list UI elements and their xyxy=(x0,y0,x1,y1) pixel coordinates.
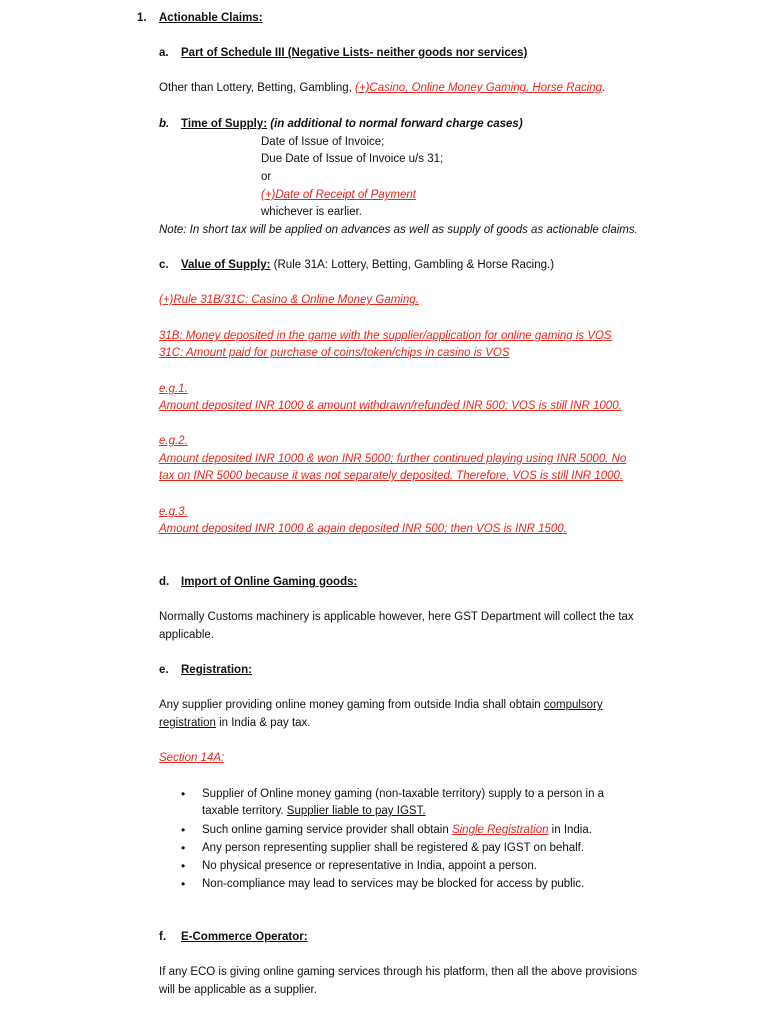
subsection-letter-e: e. xyxy=(159,664,169,676)
bullet-1-line-2-plain: taxable territory. xyxy=(202,805,287,817)
rule-31b-31c-line: (+)Rule 31B/31C: Casino & Online Money Gaming. xyxy=(159,294,419,306)
bullet-1-line-1: Supplier of Online money gaming (non-taxable territory) supply to a person in a xyxy=(202,788,605,800)
section-14a-heading: Section 14A: xyxy=(159,752,225,764)
bullet-marker-5: • xyxy=(181,877,186,891)
subsection-letter-c: c. xyxy=(159,259,169,271)
bullet-marker-2: • xyxy=(181,823,186,837)
schedule-iii-text xyxy=(159,80,605,96)
bullet-2 xyxy=(202,822,592,838)
tos-red-line: (+)Date of Receipt of Payment xyxy=(261,189,417,201)
rule-31b-text: 31B: Money deposited in the game with the supplier/application for online gaming is VOS xyxy=(159,330,612,342)
registration-line-2-underlined: registration xyxy=(159,717,216,729)
import-line-1: Normally Customs machinery is applicable however, here GST Department will collect the tax xyxy=(159,611,634,623)
time-of-supply-note: (in additional to normal forward charge cases) xyxy=(267,118,523,130)
example-2-line-1: Amount deposited INR 1000 & won INR 5000; further continued playing using INR 5000. No xyxy=(159,453,627,465)
example-1-text: Amount deposited INR 1000 & amount withdrawn/refunded INR 500; VOS is still INR 1000. xyxy=(159,400,622,412)
eco-line-2: will be applicable as a supplier. xyxy=(159,984,317,996)
bullet-2-red: Single Registration xyxy=(451,824,549,836)
bullet-2-plain: Such online gaming service provider shall obtain xyxy=(202,824,452,836)
subsection-title-schedule-iii: Part of Schedule III (Negative Lists- neither goods nor services) xyxy=(181,47,528,59)
registration-line-1-underlined: compulsory xyxy=(543,699,603,711)
time-of-supply-title: Time of Supply: xyxy=(181,118,268,130)
subsection-title-time-of-supply xyxy=(181,116,523,132)
bullet-5: Non-compliance may lead to services may be blocked for access by public. xyxy=(202,878,585,890)
eco-line-1: If any ECO is giving online gaming services through his platform, then all the above provisions xyxy=(159,966,638,978)
value-of-supply-title: Value of Supply: xyxy=(181,259,271,271)
bullet-2-end: in India. xyxy=(548,824,592,836)
subsection-title-import: Import of Online Gaming goods: xyxy=(181,576,358,588)
bullet-marker-3: • xyxy=(181,841,186,855)
registration-line-1 xyxy=(159,697,603,713)
tos-note: Note: In short tax will be applied on advances as well as supply of goods as actionable claims. xyxy=(159,224,638,236)
schedule-iii-text-plain: Other than Lottery, Betting, Gambling, xyxy=(159,82,356,94)
tos-line-1: Date of Issue of Invoice; xyxy=(261,136,385,148)
subsection-title-value-of-supply xyxy=(181,257,554,273)
schedule-iii-text-red: (+)Casino, Online Money Gaming, Horse Racing xyxy=(355,82,603,94)
value-of-supply-note: (Rule 31A: Lottery, Betting, Gambling & Horse Racing.) xyxy=(270,259,555,271)
subsection-title-registration: Registration: xyxy=(181,664,252,676)
subsection-letter-d: d. xyxy=(159,576,170,588)
tos-line-2: Due Date of Issue of Invoice u/s 31; xyxy=(261,153,444,165)
example-3-label: e.g.3. xyxy=(159,506,188,518)
registration-line-2 xyxy=(159,715,311,731)
tos-line-3: or xyxy=(261,171,272,183)
bullet-1-line-2 xyxy=(202,803,426,819)
subsection-letter-f: f. xyxy=(159,931,167,943)
import-line-2: applicable. xyxy=(159,629,214,641)
bullet-4: No physical presence or representative in India, appoint a person. xyxy=(202,860,537,872)
section-title-actionable-claims: Actionable Claims: xyxy=(159,12,263,24)
example-3-text: Amount deposited INR 1000 & again deposited INR 500; then VOS is INR 1500. xyxy=(159,523,567,535)
registration-line-1-plain: Any supplier providing online money gaming from outside India shall obtain xyxy=(159,699,544,711)
schedule-iii-text-end: . xyxy=(602,82,606,94)
registration-line-2-plain: in India & pay tax. xyxy=(215,717,311,729)
bullet-marker-1: • xyxy=(181,787,186,801)
subsection-letter-a: a. xyxy=(159,47,169,59)
example-2-line-2: tax on INR 5000 because it was not separately deposited. Therefore, VOS is still INR 1000. xyxy=(159,470,624,482)
example-2-label: e.g.2. xyxy=(159,435,188,447)
rule-31c-text: 31C: Amount paid for purchase of coins/token/chips in casino is VOS xyxy=(159,347,510,359)
bullet-3: Any person representing supplier shall be registered & pay IGST on behalf. xyxy=(202,842,585,854)
subsection-letter-b: b. xyxy=(159,118,170,130)
bullet-marker-4: • xyxy=(181,859,186,873)
example-1-label: e.g.1. xyxy=(159,383,188,395)
subsection-title-eco: E-Commerce Operator: xyxy=(181,931,308,943)
bullet-1-line-2-underlined: Supplier liable to pay IGST. xyxy=(286,805,426,817)
section-number-1: 1. xyxy=(137,12,147,24)
tos-after: whichever is earlier. xyxy=(261,206,362,218)
